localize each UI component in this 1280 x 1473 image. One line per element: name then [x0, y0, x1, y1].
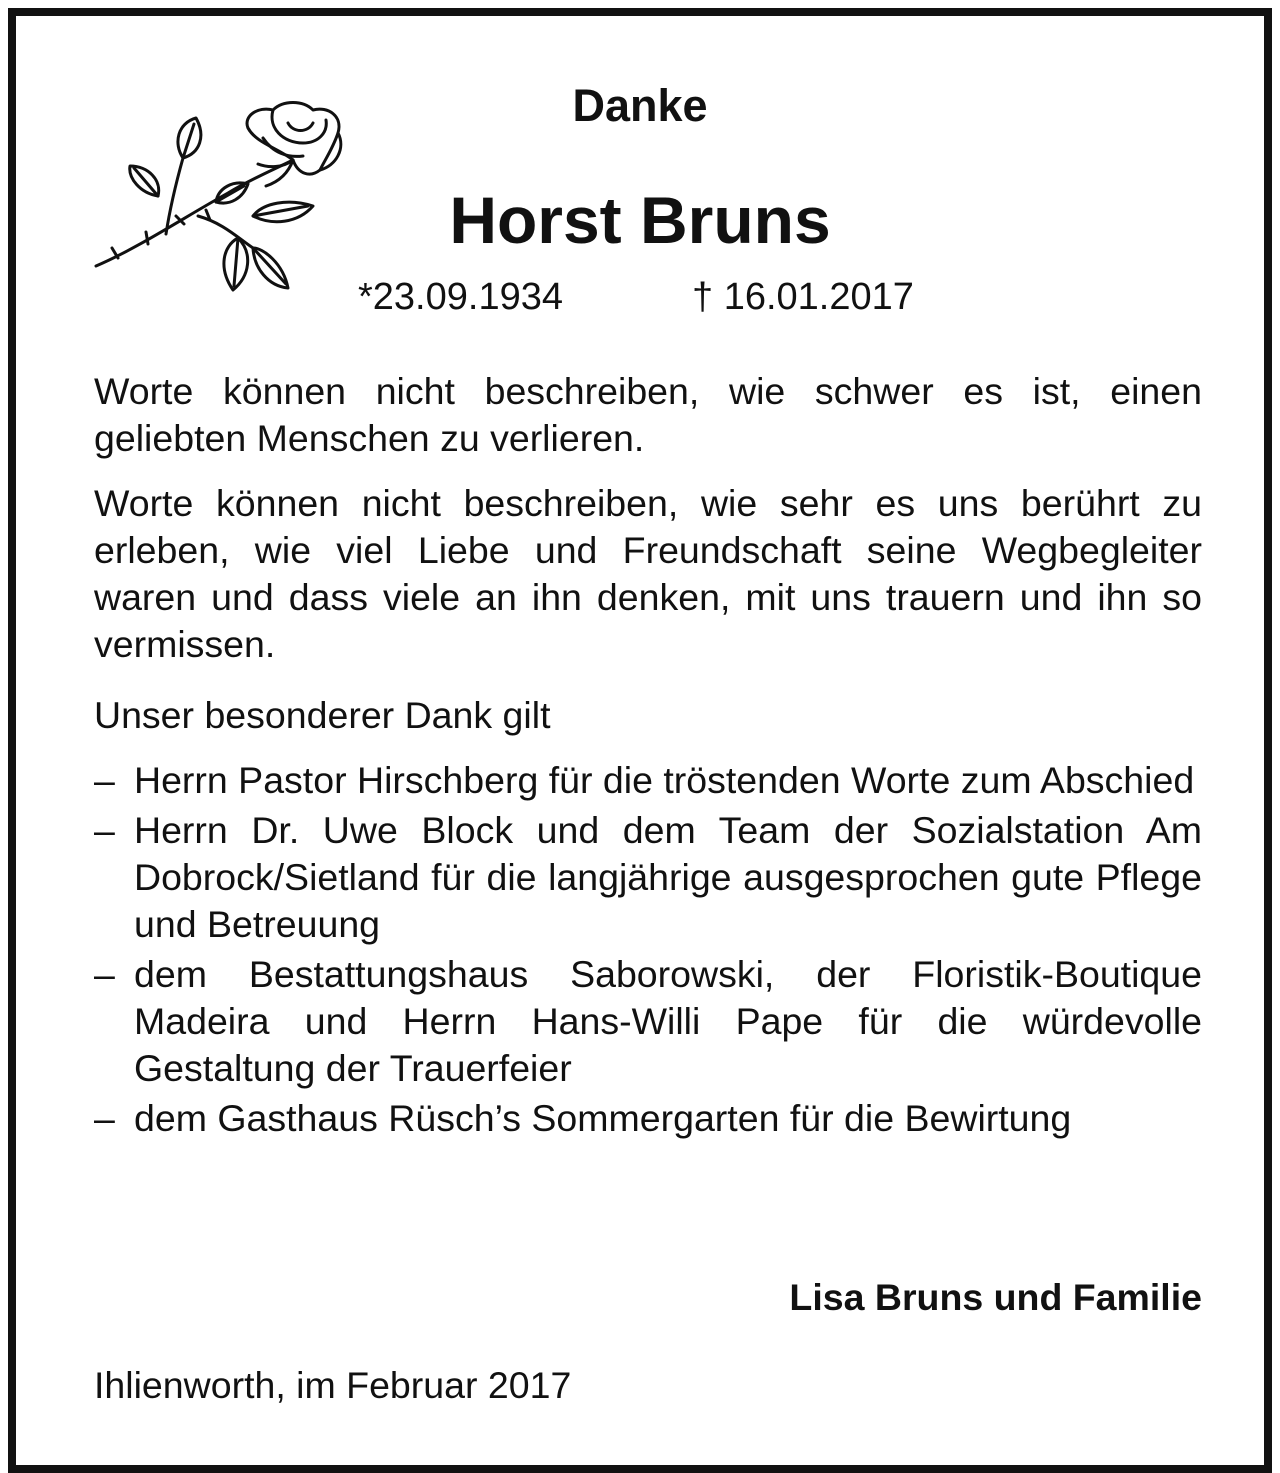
- thanks-item-text: Herrn Dr. Uwe Block und dem Team der Sozialstation Am Dobrock/Sietland für die langjährige ausgesprochen gute Pflege und Betreuung: [134, 809, 1202, 945]
- thanks-intro: Unser besonderer Dank gilt: [94, 694, 551, 736]
- dash: –: [94, 809, 115, 851]
- dash: –: [94, 1097, 115, 1139]
- thanks-item-text: dem Gasthaus Rüsch’s Sommergarten für die Bewirtung: [134, 1097, 1072, 1139]
- thanks-item-text: dem Bestattungshaus Saborowski, der Floristik-Boutique Madeira und Herrn Hans-Willi Pape für die würdevolle Gestaltung der Trauerfeier: [134, 953, 1202, 1089]
- signature: Lisa Bruns und Familie: [789, 1276, 1202, 1318]
- thanks-item: [94, 757, 1202, 804]
- thanks-item: [94, 951, 1202, 1092]
- dash: –: [94, 759, 115, 801]
- paragraph-1: Worte können nicht beschreiben, wie schwer es ist, einen geliebten Menschen zu verlieren.: [94, 370, 1202, 459]
- thanks-item-text: Herrn Pastor Hirschberg für die tröstenden Worte zum Abschied: [134, 759, 1195, 801]
- thanks-item: [94, 807, 1202, 948]
- notice-body: [94, 368, 1202, 1145]
- deceased-name: Horst Bruns: [449, 183, 831, 257]
- birth-date: *23.09.1934: [358, 276, 563, 318]
- death-date: † 16.01.2017: [692, 276, 914, 318]
- thanks-list: [94, 757, 1202, 1142]
- notice-frame: [8, 8, 1272, 1473]
- thanks-item: [94, 1095, 1202, 1142]
- place-date: Ihlienworth, im Februar 2017: [94, 1364, 572, 1406]
- dash: –: [94, 953, 115, 995]
- heading-danke: Danke: [572, 80, 708, 131]
- paragraph-2: Worte können nicht beschreiben, wie sehr es uns berührt zu erleben, wie viel Liebe und Freundschaft seine Wegbegleiter waren und dass viele an ihn denken, mit uns trauern und ihn so vermissen.: [94, 482, 1202, 665]
